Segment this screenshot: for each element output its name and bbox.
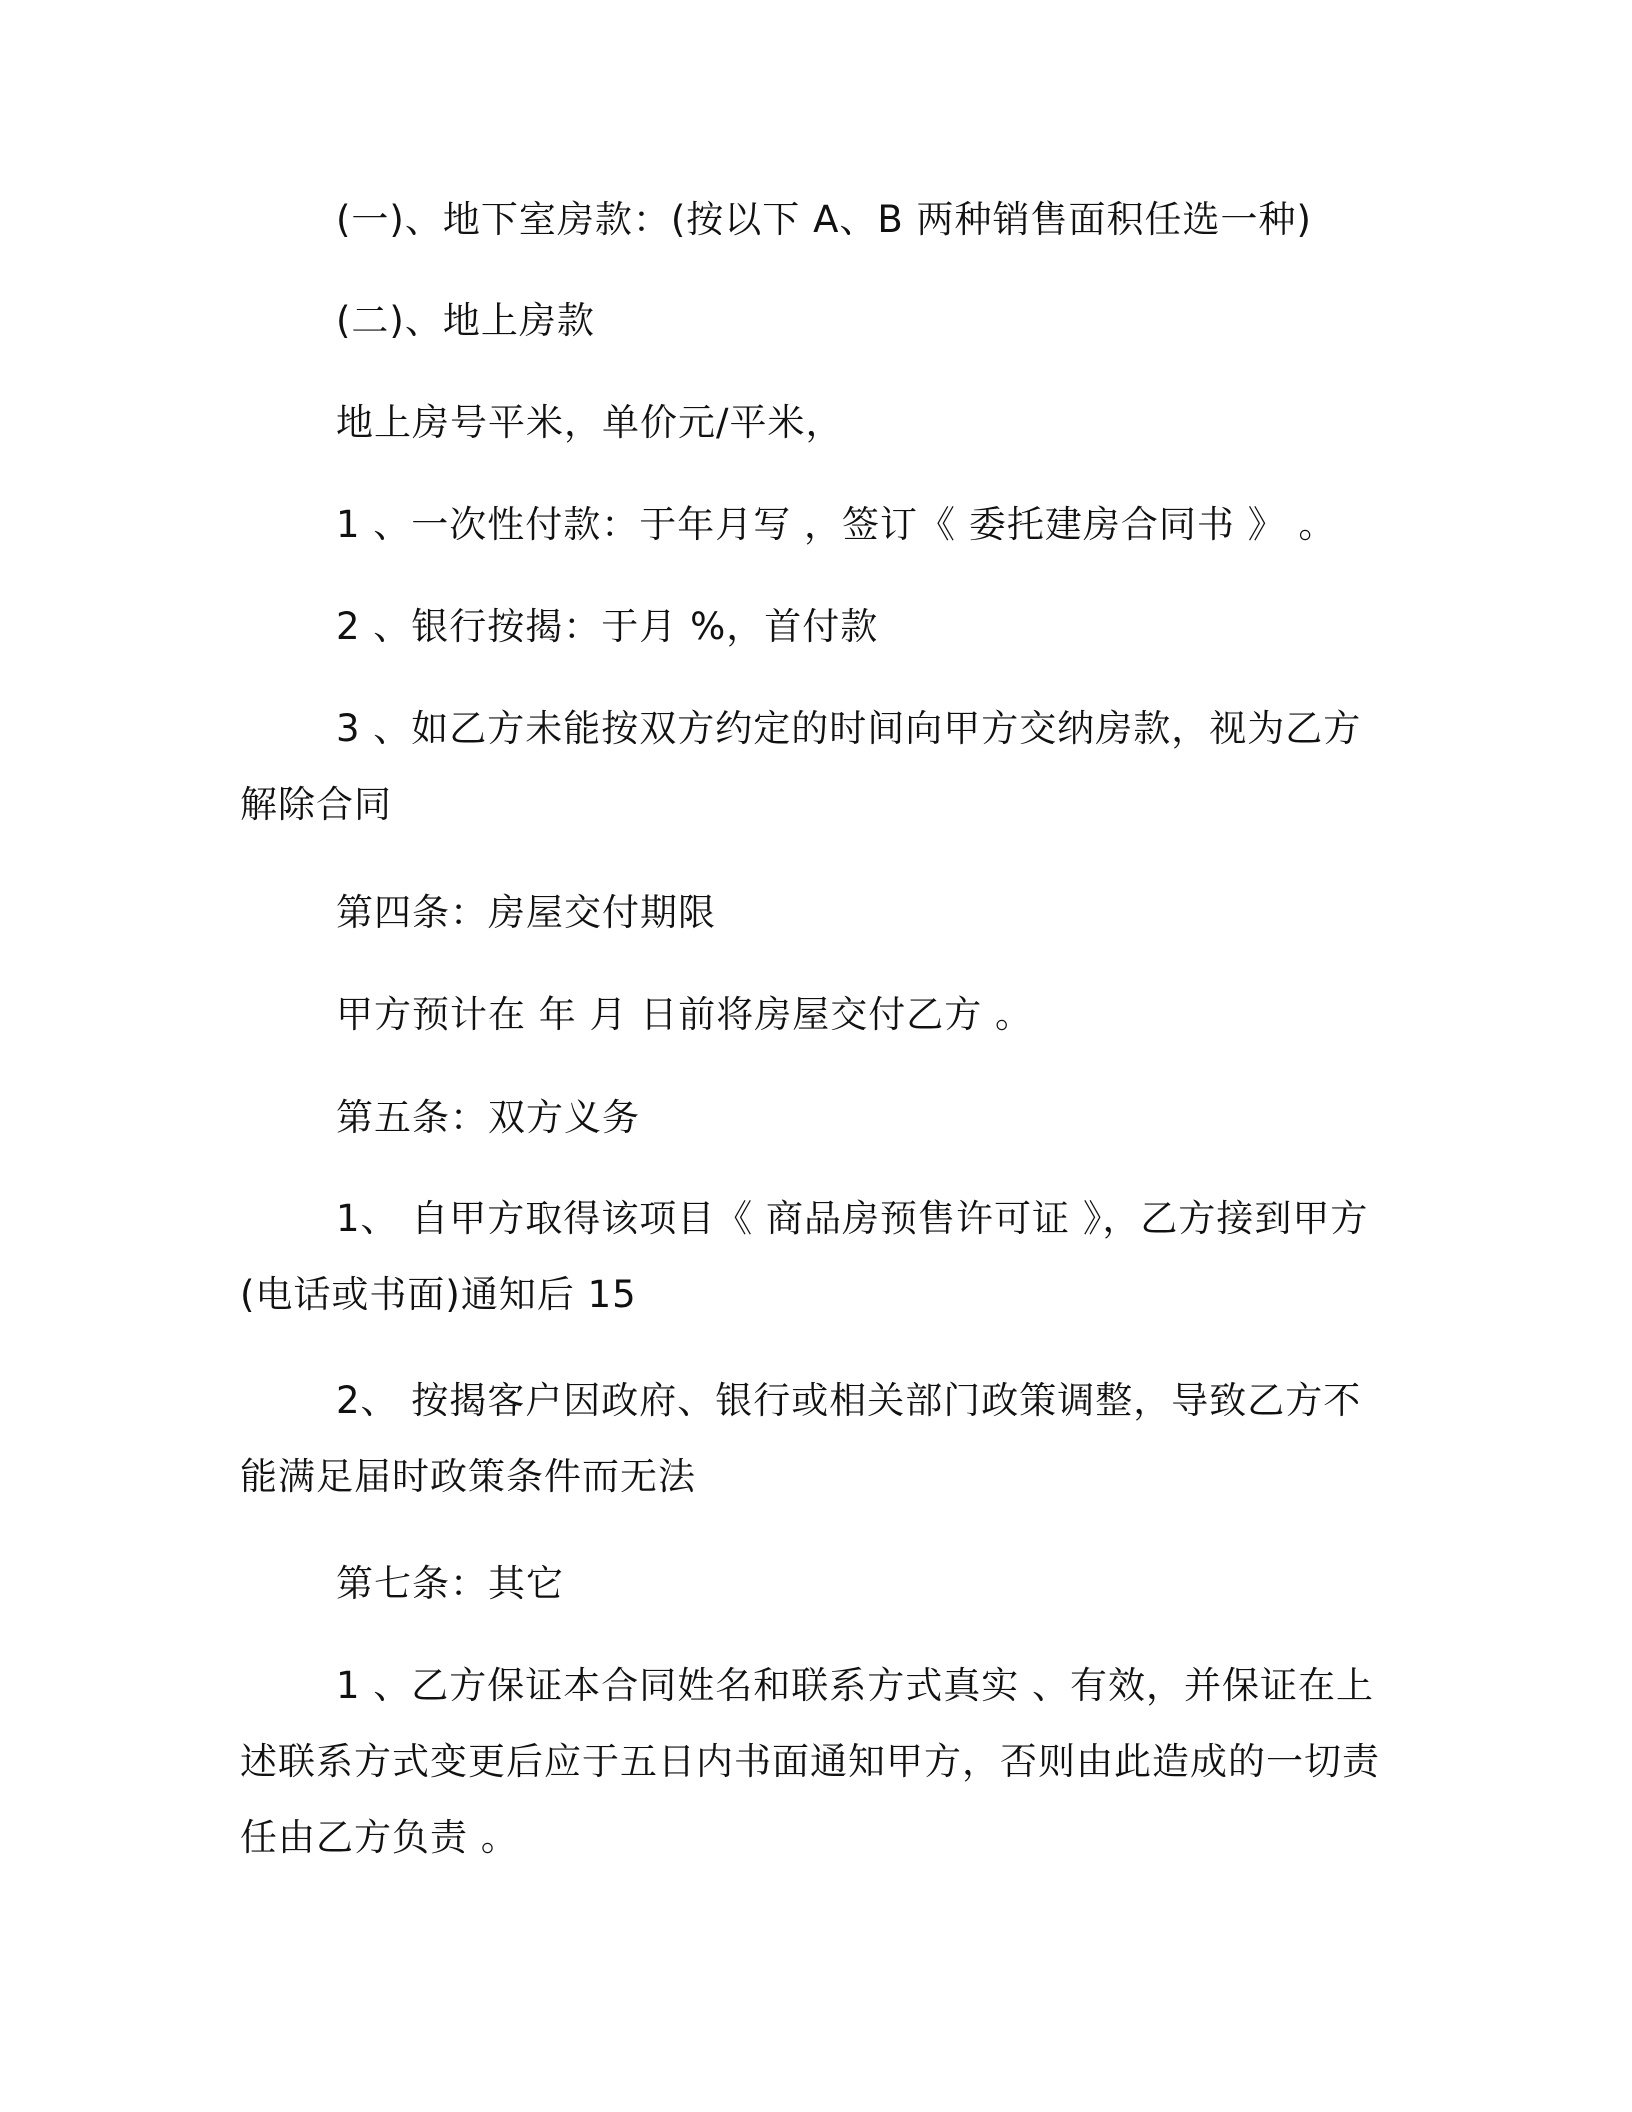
paragraph-contact-info-guarantee: 1 、乙方保证本合同姓名和联系方式真实 、有效，并保证在上述联系方式变更后应于五日内书面通知甲方，否则由此造成的一切责任由乙方负责 。: [240, 1664, 1380, 1859]
paragraph-presale-permit: 1、 自甲方取得该项目《 商品房预售许可证 》，乙方接到甲方(电话或书面)通知后 15: [240, 1197, 1369, 1316]
paragraph-lump-sum-payment: 1 、一次性付款：于年月写 ，签订《 委托建房合同书 》 。: [336, 503, 1337, 546]
paragraph-breach-payment: 3 、如乙方未能按双方约定的时间向甲方交纳房款，视为乙方解除合同: [240, 707, 1362, 826]
paragraph-mortgage-policy: 2、 按揭客户因政府、银行或相关部门政策调整，导致乙方不能满足届时政策条件而无法: [240, 1379, 1362, 1498]
paragraph-above-ground-unit-price: 地上房号平米，单价元/平米，: [336, 401, 844, 444]
article-five-heading: 第五条：双方义务: [336, 1096, 640, 1139]
paragraph-basement-payment: (一)、地下室房款：(按以下 A、B 两种销售面积任选一种): [336, 198, 1312, 241]
article-four-heading: 第四条：房屋交付期限: [336, 891, 716, 934]
article-seven-heading: 第七条：其它: [336, 1562, 564, 1605]
paragraph-above-ground-payment: (二)、地上房款: [336, 299, 595, 342]
paragraph-delivery-date: 甲方预计在 年 月 日前将房屋交付乙方 。: [336, 993, 1034, 1036]
paragraph-bank-mortgage: 2 、银行按揭：于月 %，首付款: [336, 605, 879, 648]
